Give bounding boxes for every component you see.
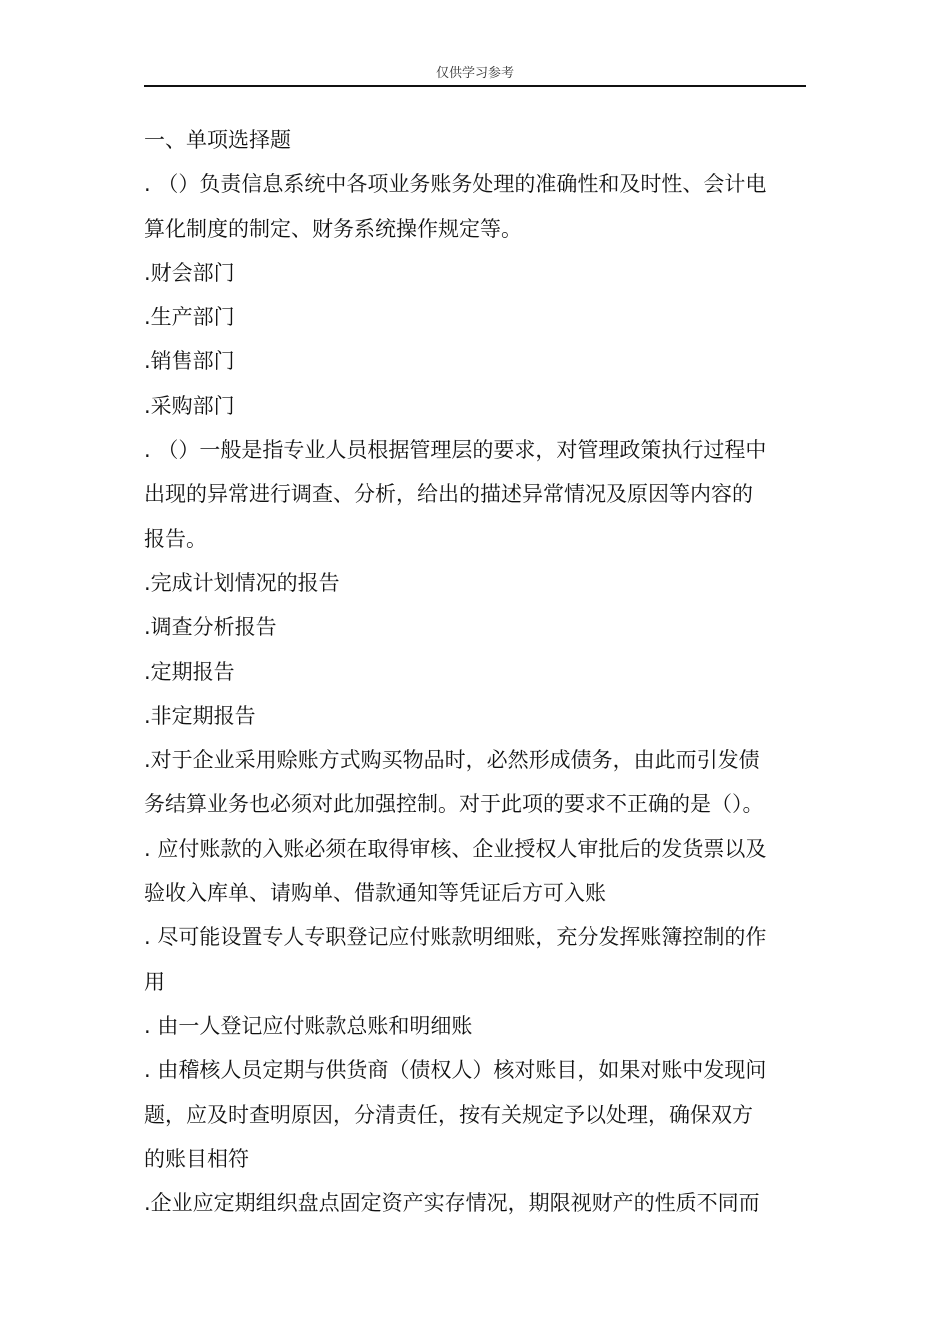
question-1-option-a: .财会部门 <box>144 260 235 285</box>
question-2-option-b: .调查分析报告 <box>144 615 277 640</box>
question-2-option-c: .定期报告 <box>144 659 235 684</box>
document-body <box>144 118 806 1225</box>
question-4-line-1: .企业应定期组织盘点固定资产实存情况，期限视财产的性质不同而 <box>144 1191 760 1216</box>
question-3-line-2: 务结算业务也必须对此加强控制。对于此项的要求不正确的是（）。 <box>144 792 764 817</box>
question-2-option-a: .完成计划情况的报告 <box>144 570 340 595</box>
question-3-line-1: .对于企业采用赊账方式购买物品时，必然形成债务，由此而引发债 <box>144 748 760 773</box>
question-2-line-2: 出现的异常进行调查、分析，给出的描述异常情况及原因等内容的 <box>144 482 753 507</box>
question-1-option-c: .销售部门 <box>144 349 235 374</box>
question-3-option-d-line-2: 题，应及时查明原因，分清责任，按有关规定予以处理，确保双方 <box>144 1102 753 1127</box>
header-divider <box>144 85 806 87</box>
question-2-option-d: .非定期报告 <box>144 703 256 728</box>
section-title: 一、单项选择题 <box>144 128 291 152</box>
page-header: 仅供学习参考 <box>435 66 514 81</box>
question-3-option-c: . 由一人登记应付账款总账和明细账 <box>144 1013 473 1038</box>
question-3-option-b-line-2: 用 <box>144 969 165 994</box>
question-3-option-d-line-1: . 由稽核人员定期与供货商（债权人）核对账目，如果对账中发现问 <box>144 1058 767 1083</box>
question-3-option-d-line-3: 的账目相符 <box>144 1146 249 1171</box>
question-1-option-b: .生产部门 <box>144 305 235 330</box>
question-1-line-2: 算化制度的制定、财务系统操作规定等。 <box>144 216 522 241</box>
question-3-option-a-line-1: . 应付账款的入账必须在取得审核、企业授权人审批后的发货票以及 <box>144 836 767 861</box>
question-1-line-1: . （）负责信息系统中各项业务账务处理的准确性和及时性、会计电 <box>144 172 767 197</box>
question-3-option-b-line-1: . 尽可能设置专人专职登记应付账款明细账，充分发挥账簿控制的作 <box>144 925 767 950</box>
question-3-option-a-line-2: 验收入库单、请购单、借款通知等凭证后方可入账 <box>144 881 606 906</box>
question-1-option-d: .采购部门 <box>144 393 235 418</box>
question-2-line-1: . （）一般是指专业人员根据管理层的要求，对管理政策执行过程中 <box>144 438 767 463</box>
question-2-line-3: 报告。 <box>144 526 207 551</box>
